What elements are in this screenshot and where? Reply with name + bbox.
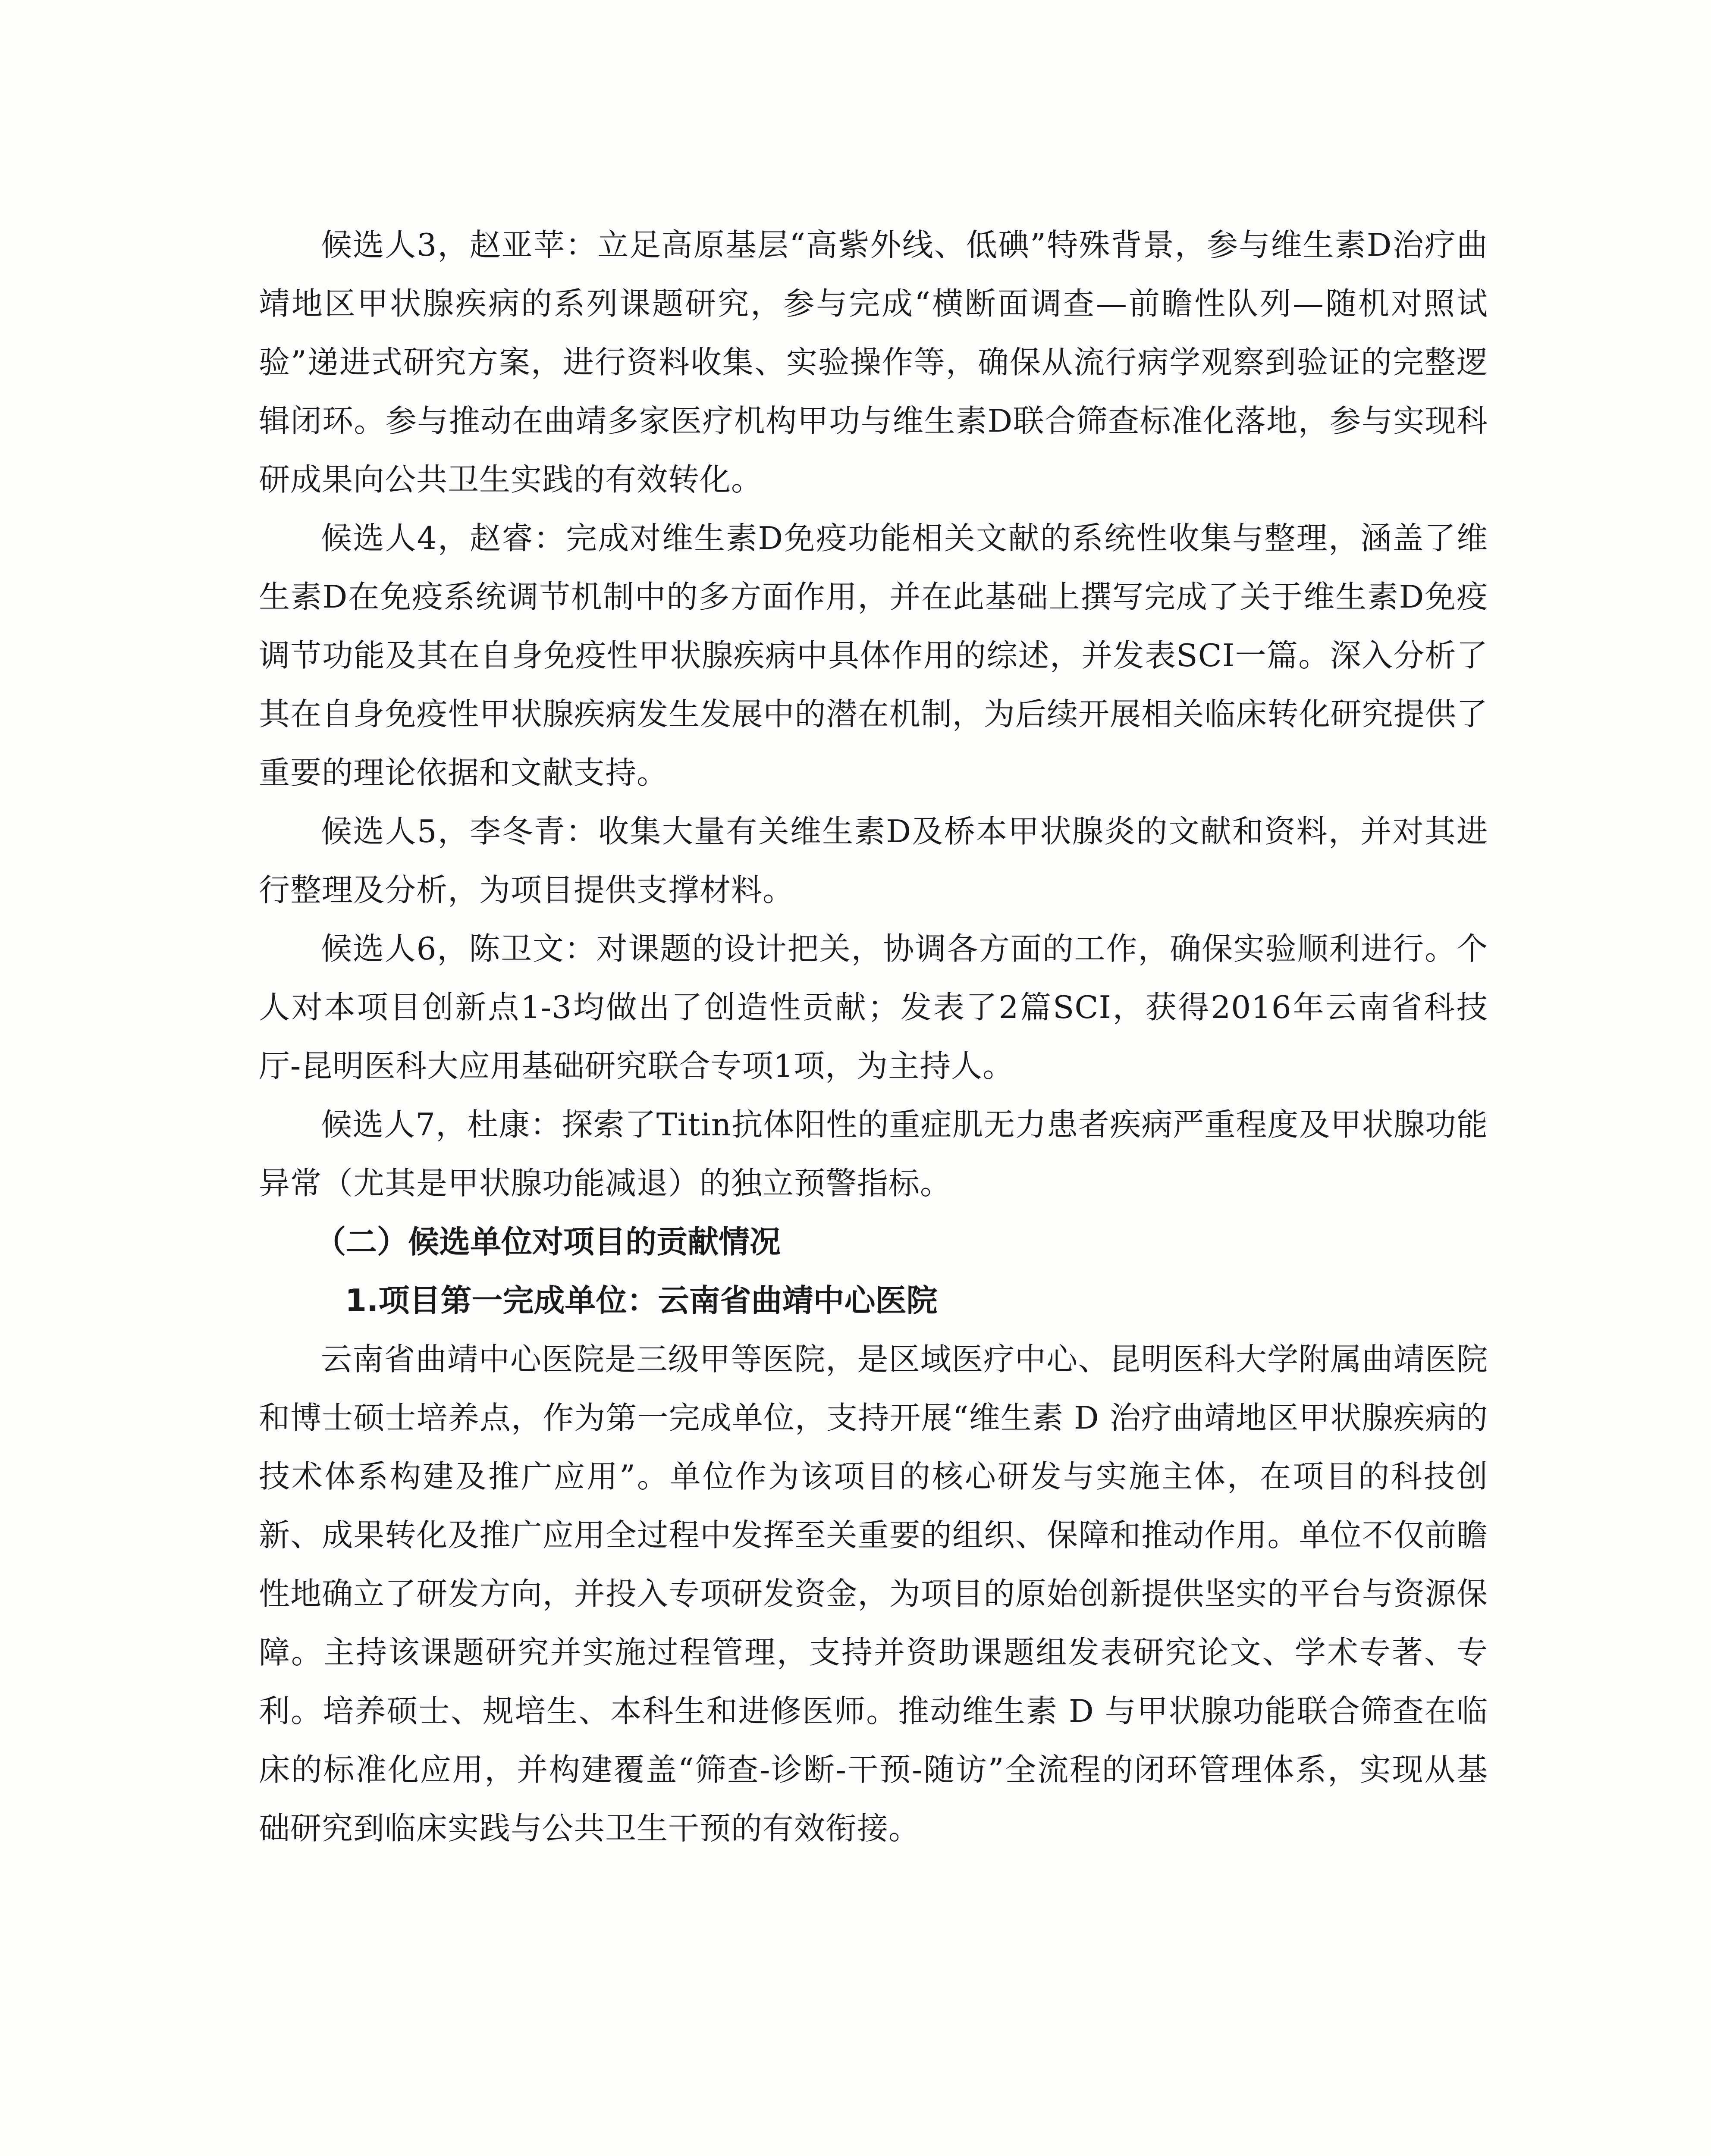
document-body <box>259 216 1488 1858</box>
candidate-4-paragraph: 候选人4，赵睿：完成对维生素D免疫功能相关文献的系统性收集与整理，涵盖了维生素D在免疫系统调节机制中的多方面作用，并在此基础上撰写完成了关于维生素D免疫调节功能及其在自身免疫性甲状腺疾病中具体作用的综述，并发表SCI一篇。深入分析了其在自身免疫性甲状腺疾病发生发展中的潜在机制，为后续开展相关临床转化研究提供了重要的理论依据和文献支持。 <box>259 520 1488 791</box>
subsection-heading: 1.项目第一完成单位：云南省曲靖中心医院 <box>345 1282 938 1319</box>
candidate-7-paragraph: 候选人7，杜康：探索了Titin抗体阳性的重症肌无力患者疾病严重程度及甲状腺功能异常（尤其是甲状腺功能减退）的独立预警指标。 <box>259 1106 1488 1201</box>
candidate-5-paragraph: 候选人5，李冬青：收集大量有关维生素D及桥本甲状腺炎的文献和资料，并对其进行整理及分析，为项目提供支撑材料。 <box>259 813 1488 908</box>
candidate-3-paragraph: 候选人3，赵亚苹：立足高原基层“高紫外线、低碘”特殊背景，参与维生素D治疗曲靖地区甲状腺疾病的系列课题研究，参与完成“横断面调查—前瞻性队列—随机对照试验”递进式研究方案，进行资料收集、实验操作等，确保从流行病学观察到验证的完整逻辑闭环。参与推动在曲靖多家医疗机构甲功与维生素D联合筛查标准化落地，参与实现科研成果向公共卫生实践的有效转化。 <box>259 227 1488 498</box>
section-heading: （二）候选单位对项目的贡献情况 <box>315 1224 781 1260</box>
candidate-6-paragraph: 候选人6，陈卫文：对课题的设计把关，协调各方面的工作，确保实验顺利进行。个人对本项目创新点1-3均做出了创造性贡献；发表了2篇SCI，获得2016年云南省科技厅-昆明医科大应用基础研究联合专项1项，为主持人。 <box>259 931 1488 1084</box>
unit-contribution-paragraph: 云南省曲靖中心医院是三级甲等医院，是区域医疗中心、昆明医科大学附属曲靖医院和博士硕士培养点，作为第一完成单位，支持开展“维生素 D 治疗曲靖地区甲状腺疾病的技术体系构建及推广应用”。单位作为该项目的核心研发与实施主体，在项目的科技创新、成果转化及推广应用全过程中发挥至关重要的组织、保障和推动作用。单位不仅前瞻性地确立了研发方向，并投入专项研发资金，为项目的原始创新提供坚实的平台与资源保障。主持该课题研究并实施过程管理，支持并资助课题组发表研究论文、学术专著、专利。培养硕士、规培生、本科生和进修医师。推动维生素 D 与甲状腺功能联合筛查在临床的标准化应用，并构建覆盖“筛查-诊断-干预-随访”全流程的闭环管理体系，实现从基础研究到临床实践与公共卫生干预的有效衔接。 <box>259 1341 1488 1846</box>
